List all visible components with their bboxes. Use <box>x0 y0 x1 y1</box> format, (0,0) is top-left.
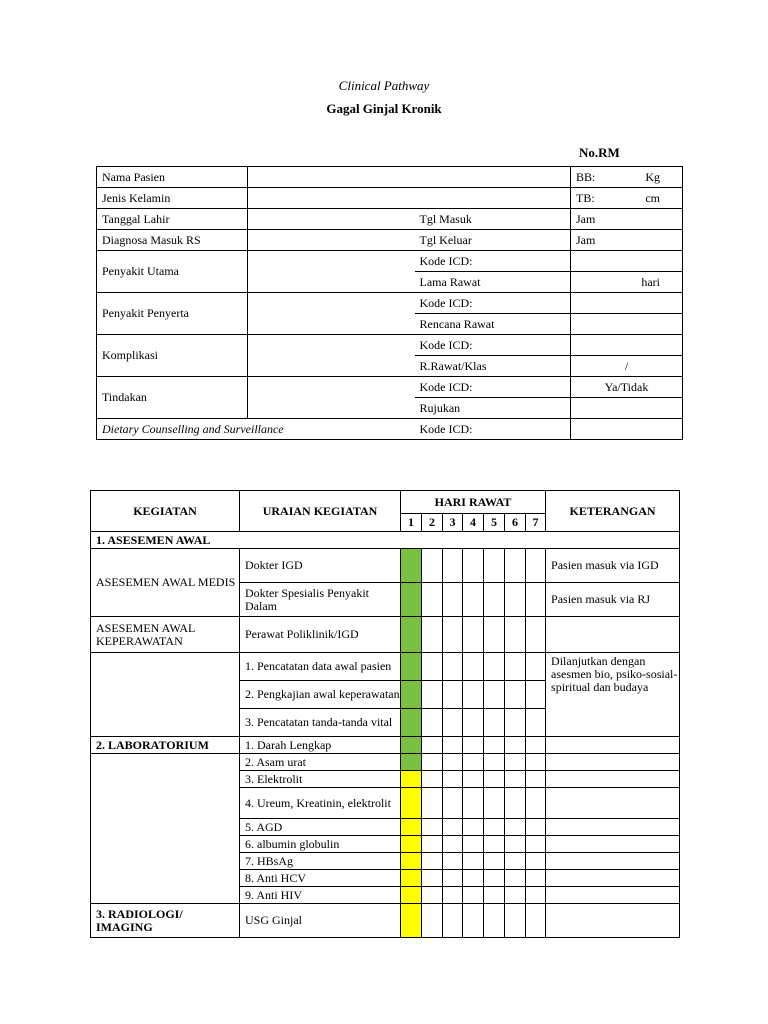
day-cell[interactable] <box>484 836 505 853</box>
rujukan-label: Rujukan <box>415 398 571 419</box>
keterangan-empty <box>546 617 680 653</box>
keterangan-empty <box>546 836 680 853</box>
day-cell[interactable] <box>463 887 484 904</box>
day-cell[interactable] <box>484 737 505 754</box>
jenis-kelamin-label: Jenis Kelamin <box>97 188 248 209</box>
day-cell[interactable] <box>443 709 463 737</box>
day-cell-yellow[interactable] <box>401 788 422 819</box>
day-cell[interactable] <box>505 754 526 771</box>
day-cell-yellow[interactable] <box>401 771 422 788</box>
day-cell[interactable] <box>484 653 505 681</box>
uraian-perawat: Perawat Poliklinik/IGD <box>240 617 401 653</box>
kode-icd-field[interactable] <box>571 251 683 272</box>
tindakan-label: Tindakan <box>97 377 248 419</box>
uraian-lab: 6. albumin globulin <box>240 836 401 853</box>
day-cell[interactable] <box>484 583 505 617</box>
day-cell[interactable] <box>526 709 546 737</box>
day-cell[interactable] <box>422 681 443 709</box>
day-cell[interactable] <box>463 709 484 737</box>
header-hari-rawat: HARI RAWAT <box>401 491 546 514</box>
day-cell[interactable] <box>505 788 526 819</box>
jam-masuk-field[interactable]: Jam <box>571 209 683 230</box>
bb-field[interactable]: BB: Kg <box>571 167 683 188</box>
day-cell[interactable] <box>526 617 546 653</box>
day-cell[interactable] <box>505 549 526 583</box>
keterangan-empty <box>546 887 680 904</box>
day-cell[interactable] <box>526 836 546 853</box>
day-cell[interactable] <box>505 583 526 617</box>
day-cell[interactable] <box>443 870 463 887</box>
tanggal-lahir-field[interactable] <box>248 209 415 230</box>
day-header: 1 <box>401 514 422 532</box>
day-cell[interactable] <box>463 617 484 653</box>
rujukan-field[interactable] <box>571 398 683 419</box>
uraian-usg: USG Ginjal <box>240 904 401 938</box>
keterangan-empty <box>546 870 680 887</box>
uraian-dokter-igd: Dokter IGD <box>240 549 401 583</box>
dietary-label: Dietary Counselling and Surveillance <box>97 419 415 440</box>
lama-rawat-field[interactable]: hari <box>571 272 683 293</box>
day-cell[interactable] <box>505 853 526 870</box>
day-cell[interactable] <box>422 836 443 853</box>
day-cell[interactable] <box>422 853 443 870</box>
kode-icd-label: Kode ICD: <box>415 377 571 398</box>
day-cell[interactable] <box>484 681 505 709</box>
day-cell[interactable] <box>443 583 463 617</box>
uraian-lab: 4. Ureum, Kreatinin, elektrolit <box>240 788 401 819</box>
diagnosa-label: Diagnosa Masuk RS <box>97 230 248 251</box>
kegiatan-empty <box>91 754 240 904</box>
day-cell[interactable] <box>505 681 526 709</box>
day-cell[interactable] <box>443 788 463 819</box>
header-uraian: URAIAN KEGIATAN <box>240 491 401 532</box>
day-cell-green[interactable] <box>401 617 422 653</box>
day-cell[interactable] <box>463 853 484 870</box>
keterangan-empty <box>546 904 680 938</box>
day-cell[interactable] <box>526 788 546 819</box>
kegiatan-empty <box>91 653 240 737</box>
penyakit-utama-label: Penyakit Utama <box>97 251 248 293</box>
diagnosa-field[interactable] <box>248 230 415 251</box>
day-cell-yellow[interactable] <box>401 887 422 904</box>
kode-icd-field[interactable] <box>571 293 683 314</box>
day-cell[interactable] <box>505 887 526 904</box>
tgl-keluar-label: Tgl Keluar <box>415 230 571 251</box>
kode-icd-label: Kode ICD: <box>415 419 571 440</box>
document-title: Gagal Ginjal Kronik <box>326 101 442 116</box>
uraian-pencatatan: 1. Pencatatan data awal pasien <box>240 653 401 681</box>
day-cell[interactable] <box>505 653 526 681</box>
day-cell[interactable] <box>443 653 463 681</box>
day-cell-green[interactable] <box>401 754 422 771</box>
day-cell[interactable] <box>526 681 546 709</box>
day-cell[interactable] <box>526 549 546 583</box>
day-cell[interactable] <box>505 709 526 737</box>
day-cell[interactable] <box>422 549 443 583</box>
day-cell-green[interactable] <box>401 653 422 681</box>
keterangan-igd: Pasien masuk via IGD <box>546 549 680 583</box>
ya-tidak-field[interactable]: Ya/Tidak <box>571 377 683 398</box>
day-cell[interactable] <box>463 788 484 819</box>
day-cell[interactable] <box>505 617 526 653</box>
nama-pasien-field[interactable] <box>248 167 571 188</box>
day-header: 5 <box>484 514 505 532</box>
uraian-lab: 5. AGD <box>240 819 401 836</box>
day-cell[interactable] <box>526 904 546 938</box>
day-cell[interactable] <box>422 653 443 681</box>
day-cell[interactable] <box>443 549 463 583</box>
day-cell[interactable] <box>526 754 546 771</box>
day-cell[interactable] <box>505 737 526 754</box>
day-cell[interactable] <box>526 653 546 681</box>
header-kegiatan: KEGIATAN <box>91 491 240 532</box>
tgl-masuk-label: Tgl Masuk <box>415 209 571 230</box>
keterangan-empty <box>546 737 680 754</box>
kode-icd-label: Kode ICD: <box>415 251 571 272</box>
day-cell-green[interactable] <box>401 549 422 583</box>
day-cell[interactable] <box>443 819 463 836</box>
day-cell[interactable] <box>443 771 463 788</box>
header-keterangan: KETERANGAN <box>546 491 680 532</box>
kode-icd-field[interactable] <box>571 419 683 440</box>
day-cell[interactable] <box>422 771 443 788</box>
day-cell[interactable] <box>526 870 546 887</box>
day-cell[interactable] <box>505 771 526 788</box>
document-subtitle: Clinical Pathway <box>338 78 430 93</box>
day-cell[interactable] <box>422 617 443 653</box>
uraian-lab: 7. HBsAg <box>240 853 401 870</box>
day-cell[interactable] <box>526 853 546 870</box>
day-cell[interactable] <box>422 870 443 887</box>
day-cell[interactable] <box>443 737 463 754</box>
day-cell[interactable] <box>443 617 463 653</box>
day-cell[interactable] <box>463 836 484 853</box>
keterangan-empty <box>546 754 680 771</box>
day-cell-green[interactable] <box>401 709 422 737</box>
day-cell[interactable] <box>484 870 505 887</box>
day-cell[interactable] <box>422 583 443 617</box>
day-cell-green[interactable] <box>401 737 422 754</box>
jenis-kelamin-field[interactable] <box>248 188 571 209</box>
uraian-lab: 2. Asam urat <box>240 754 401 771</box>
day-header: 6 <box>505 514 526 532</box>
day-cell[interactable] <box>463 771 484 788</box>
day-cell[interactable] <box>484 549 505 583</box>
day-cell[interactable] <box>463 737 484 754</box>
day-header: 2 <box>422 514 443 532</box>
nama-pasien-label: Nama Pasien <box>97 167 248 188</box>
day-cell[interactable] <box>484 788 505 819</box>
day-cell[interactable] <box>443 681 463 709</box>
day-cell[interactable] <box>526 887 546 904</box>
day-cell-yellow[interactable] <box>401 904 422 938</box>
komplikasi-label: Komplikasi <box>97 335 248 377</box>
day-cell[interactable] <box>443 836 463 853</box>
day-cell[interactable] <box>422 904 443 938</box>
kode-icd-label: Kode ICD: <box>415 293 571 314</box>
section-laboratorium: 2. LABORATORIUM <box>91 737 240 754</box>
uraian-dokter-spesialis: Dokter Spesialis Penyakit Dalam <box>240 583 401 617</box>
day-cell[interactable] <box>484 819 505 836</box>
day-cell[interactable] <box>422 819 443 836</box>
section-radiologi: 3. RADIOLOGI/ IMAGING <box>91 904 240 938</box>
keterangan-empty <box>546 853 680 870</box>
day-cell-green[interactable] <box>401 681 422 709</box>
uraian-lab: 8. Anti HCV <box>240 870 401 887</box>
kode-icd-label: Kode ICD: <box>415 335 571 356</box>
jam-keluar-field[interactable]: Jam <box>571 230 683 251</box>
day-cell[interactable] <box>422 737 443 754</box>
day-cell[interactable] <box>484 709 505 737</box>
tanggal-lahir-label: Tanggal Lahir <box>97 209 248 230</box>
section-asesemen-awal: 1. ASESEMEN AWAL <box>91 532 680 549</box>
uraian-tanda-vital: 3. Pencatatan tanda-tanda vital <box>240 709 401 737</box>
day-cell-yellow[interactable] <box>401 870 422 887</box>
penyakit-penyerta-field[interactable] <box>248 293 415 335</box>
day-cell-yellow[interactable] <box>401 819 422 836</box>
day-cell[interactable] <box>463 904 484 938</box>
day-cell[interactable] <box>422 709 443 737</box>
lama-rawat-label: Lama Rawat <box>415 272 571 293</box>
day-cell[interactable] <box>505 819 526 836</box>
day-cell[interactable] <box>463 870 484 887</box>
day-cell[interactable] <box>422 754 443 771</box>
day-cell[interactable] <box>422 887 443 904</box>
kegiatan-medis: ASESEMEN AWAL MEDIS <box>91 549 240 617</box>
r-rawat-klas-field[interactable]: / <box>571 356 683 377</box>
day-cell[interactable] <box>484 771 505 788</box>
keterangan-empty <box>546 788 680 819</box>
day-cell[interactable] <box>505 870 526 887</box>
uraian-pengkajian: 2. Pengkajian awal keperawatan <box>240 681 401 709</box>
tindakan-field[interactable] <box>248 377 415 419</box>
day-cell[interactable] <box>505 904 526 938</box>
day-header: 3 <box>443 514 463 532</box>
day-cell[interactable] <box>526 737 546 754</box>
day-cell[interactable] <box>505 836 526 853</box>
day-cell-green[interactable] <box>401 583 422 617</box>
pathway-table <box>90 490 680 938</box>
day-header: 7 <box>526 514 546 532</box>
day-cell[interactable] <box>463 754 484 771</box>
day-cell[interactable] <box>463 819 484 836</box>
rencana-rawat-field[interactable] <box>571 314 683 335</box>
day-cell[interactable] <box>484 904 505 938</box>
kode-icd-field[interactable] <box>571 335 683 356</box>
day-cell-yellow[interactable] <box>401 853 422 870</box>
kegiatan-keperawatan: ASESEMEN AWAL KEPERAWATAN <box>91 617 240 653</box>
penyakit-utama-field[interactable] <box>248 251 415 293</box>
day-cell[interactable] <box>484 887 505 904</box>
tb-field[interactable]: TB: cm <box>571 188 683 209</box>
day-cell[interactable] <box>463 681 484 709</box>
no-rm-label: No.RM <box>579 145 620 160</box>
patient-info-table <box>96 166 683 440</box>
day-cell[interactable] <box>526 771 546 788</box>
komplikasi-field[interactable] <box>248 335 415 377</box>
day-cell[interactable] <box>463 583 484 617</box>
keterangan-lanjut: Dilanjutkan dengan asesmen bio, psiko-sosial-spiritual dan budaya <box>546 653 680 737</box>
day-header: 4 <box>463 514 484 532</box>
day-cell[interactable] <box>526 583 546 617</box>
day-cell[interactable] <box>463 549 484 583</box>
day-cell[interactable] <box>463 653 484 681</box>
keterangan-empty <box>546 771 680 788</box>
penyakit-penyerta-label: Penyakit Penyerta <box>97 293 248 335</box>
day-cell[interactable] <box>484 617 505 653</box>
day-cell[interactable] <box>484 853 505 870</box>
rencana-rawat-label: Rencana Rawat <box>415 314 571 335</box>
uraian-lab: 3. Elektrolit <box>240 771 401 788</box>
day-cell[interactable] <box>526 819 546 836</box>
day-cell[interactable] <box>443 887 463 904</box>
day-cell-yellow[interactable] <box>401 836 422 853</box>
uraian-lab: 1. Darah Lengkap <box>240 737 401 754</box>
day-cell[interactable] <box>443 853 463 870</box>
day-cell[interactable] <box>422 788 443 819</box>
keterangan-empty <box>546 819 680 836</box>
r-rawat-klas-label: R.Rawat/Klas <box>415 356 571 377</box>
day-cell[interactable] <box>443 904 463 938</box>
day-cell[interactable] <box>443 754 463 771</box>
uraian-lab: 9. Anti HIV <box>240 887 401 904</box>
keterangan-rj: Pasien masuk via RJ <box>546 583 680 617</box>
day-cell[interactable] <box>484 754 505 771</box>
